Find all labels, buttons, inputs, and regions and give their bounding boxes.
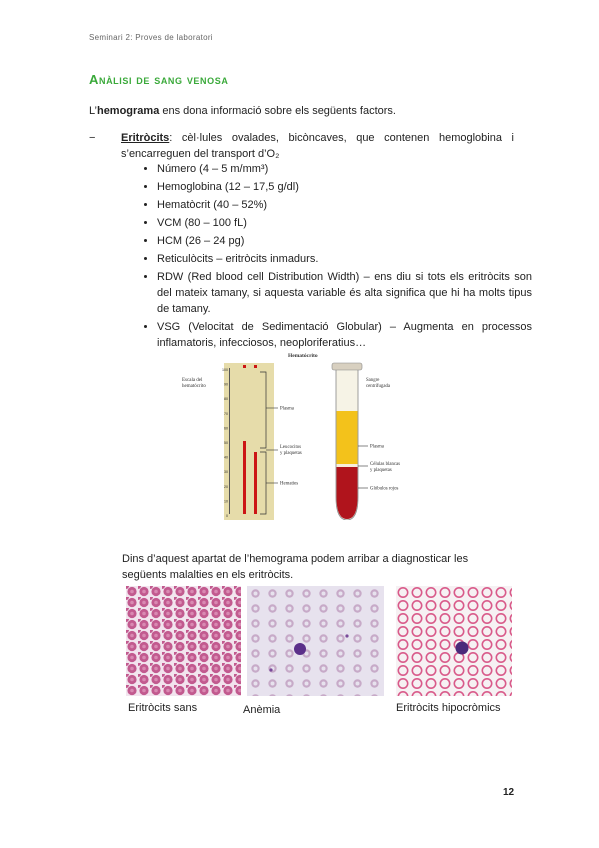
hematies-label: Hematíes <box>280 481 299 487</box>
svg-text:20: 20 <box>224 484 228 489</box>
tube-plasma-label: Plasma <box>370 444 384 450</box>
list-item: • Reticulòcits – eritròcits inmadurs. <box>157 251 532 267</box>
scale-label-1: Escala del <box>182 378 203 383</box>
tube-red-label: Glóbulos rojos <box>370 486 399 492</box>
svg-text:40: 40 <box>224 455 228 460</box>
list-item: • Hemoglobina (12 – 17,5 g/dl) <box>157 179 532 195</box>
hematocrit-figure <box>180 348 460 520</box>
svg-text:60: 60 <box>224 426 228 431</box>
diagnosis-paragraph: Dins d’aquest apartat de l’hemograma podem arribar a diagnosticar les següents malalties en els eritròcits. <box>122 553 469 581</box>
svg-text:70: 70 <box>224 411 228 416</box>
red-cell-layer <box>337 467 358 519</box>
svg-text:50: 50 <box>224 441 228 445</box>
figure-title: Hematócrito <box>288 353 318 359</box>
page-number: 12 <box>503 787 515 798</box>
svg-text:0: 0 <box>226 514 228 518</box>
plasma-layer <box>337 411 358 466</box>
buffy-coat-layer <box>337 464 358 467</box>
anemia-image <box>247 586 384 696</box>
list-item: • Número (4 – 5 m/mm³) <box>157 161 532 177</box>
svg-text:90: 90 <box>224 382 228 387</box>
scale-tube-body <box>224 363 274 520</box>
running-header: Seminari 2: Proves de laboratori <box>89 33 213 42</box>
svg-text:10: 10 <box>224 499 228 504</box>
lymphocyte <box>294 643 306 655</box>
erythrocytes-term: Eritròcits <box>121 132 170 144</box>
svg-text:100: 100 <box>222 368 228 372</box>
hypochromic-erythrocytes-image <box>396 586 512 696</box>
section-title: Anàlisi de sang venosa <box>89 72 229 87</box>
list-item: • VCM (80 – 100 fL) <box>157 215 532 231</box>
leucocytes-label-2: y plaquetas <box>280 451 302 456</box>
lymphocyte <box>456 642 469 655</box>
tube-white-label-1: Células blancas <box>370 462 400 467</box>
list-item: • RDW (Red blood cell Distribution Width) – ens diu si tots els eritròcits son del mateix tamany, si aquesta variable és alta significa que hi ha molts tipus de tamany. <box>157 269 532 317</box>
erythrocytes-item <box>89 130 514 162</box>
tube-label-1: Sangre <box>366 378 380 383</box>
intro-bold-term: hemograma <box>96 105 160 117</box>
intro-prefix: L’ <box>89 105 97 117</box>
caption-healthy: Eritròcits sans <box>128 702 198 714</box>
caption-anemia: Anèmia <box>243 704 281 716</box>
erythrocyte-parameters-list <box>140 161 532 353</box>
erythrocytes-definition: : cèl·lules ovalades, bicòncaves, que contenen hemoglobina i s’encarreguen del transport d’O₂ <box>121 132 514 160</box>
list-item: • HCM (26 – 24 pg) <box>157 233 532 249</box>
tube-label-2: centrifugada <box>366 384 390 389</box>
hematocrit-column-left <box>243 441 246 514</box>
dash-marker: − <box>89 132 96 144</box>
list-item: • Hematòcrit (40 – 52%) <box>157 197 532 213</box>
hematocrit-column-right <box>254 452 257 514</box>
list-item: • VSG (Velocitat de Sedimentació Globular) – Augmenta en processos inflamatoris, infecciosos, neoploriferatius… <box>157 319 532 351</box>
erythrocytes-text <box>121 130 514 162</box>
scale-label-2: hematócrito <box>182 384 206 389</box>
healthy-erythrocytes-image <box>126 586 241 696</box>
tube-white-label-2: y plaquetas <box>370 468 392 473</box>
plasma-label: Plasma <box>280 406 294 412</box>
svg-text:80: 80 <box>224 397 228 402</box>
intro-suffix: ens dona informació sobre els següents factors. <box>159 105 396 117</box>
caption-hypochromic: Eritròcits hipocròmics <box>396 702 501 714</box>
leucocytes-label-1: Leucocitos <box>280 445 302 450</box>
svg-text:30: 30 <box>224 470 228 475</box>
intro-paragraph <box>89 105 396 117</box>
